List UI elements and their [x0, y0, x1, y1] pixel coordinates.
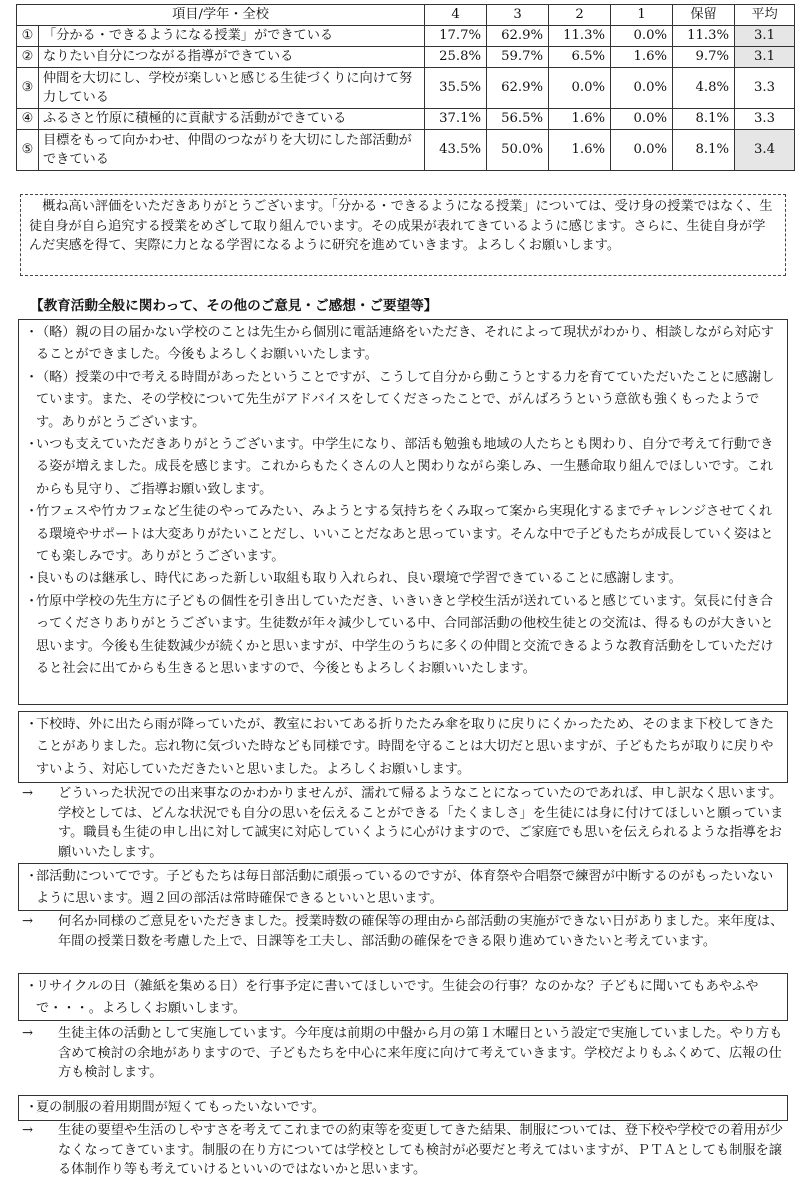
row-hold: 4.8%	[673, 68, 735, 109]
reply-text: 生徒主体の活動として実施しています。今年度は前期の中盤から月の第１木曜日という設定で実施していました。やり方も含めて検討の余地がありますので、子どもたちを中心に来年度に向けて考えていきます。学校だよりもふくめて、広報の仕方も検討します。	[58, 1026, 783, 1081]
row-avg: 3.4	[735, 130, 795, 171]
summary-box	[20, 194, 786, 276]
opinion-text: 部活動についてです。子どもたちは毎日部活動に頑張っているのですが、体育祭や合唱祭で練習が中断するのがもったいないように思います。週２回の部活は常時確保できるといいと思います。	[36, 869, 774, 907]
bullet-mark: ・	[25, 504, 39, 520]
row-v2: 1.6%	[549, 109, 611, 130]
reply-block	[22, 912, 784, 951]
row-v2: 1.6%	[549, 130, 611, 171]
row-v3: 62.9%	[487, 68, 549, 109]
table-row	[17, 109, 795, 130]
header-1: 1	[611, 5, 673, 26]
row-hold: 11.3%	[673, 26, 735, 47]
list-item	[25, 501, 779, 568]
row-v4: 43.5%	[425, 130, 487, 171]
row-v3: 59.7%	[487, 47, 549, 68]
table-row	[17, 26, 795, 47]
reply-block	[22, 1121, 784, 1180]
opinion-text: 下校時、外に出たら雨が降っていたが、教室においてある折りたたみ傘を取りに戻りにくかったため、そのまま下校してきたことがありました。忘れ物に気づいた時なども同様です。時間を守ることは大切だと思いますが、子どもたちが取りに戻りやすいよう、対応していただきたいと思いました。よろしくお願いします。	[36, 717, 774, 777]
row-v2: 11.3%	[549, 26, 611, 47]
opinion-box	[18, 1095, 788, 1121]
row-v2: 0.0%	[549, 68, 611, 109]
row-item-cell	[39, 130, 425, 171]
list-item	[25, 322, 779, 367]
opinion-text: リサイクルの日（雑紙を集める日）を行事予定に書いてほしいです。生徒会の行事？なのかな？子どもに聞いてもあやふやで・・・。よろしくお願いします。	[36, 979, 759, 1017]
opinion-box	[18, 973, 788, 1021]
reply-text: どういった状況での出来事なのかわかりませんが、濡れて帰るようなことになっていたのであれば、申し訳なく思います。学校としては、どんな状況でも自分の思いを伝えることができる「たくましさ」を生徒には身に付けてほしいと願っています。職員も生徒の申し出に対して誠実に対応していくように心がけますので、ご家庭でも思いを伝えられるような指導をお願いいたします。	[58, 786, 784, 860]
row-v1: 0.0%	[611, 109, 673, 130]
header-hold: 保留	[673, 5, 735, 26]
comment-text: 竹原中学校の先生方に子どもの個性を引き出していただき、いきいきと学校生活が送れていると感じています。気長に付き合ってくださりありがとうございます。生徒数が年々減少している中、合同部活動の他校生徒との交流は、得るものが大きいと思います。今後も生徒数減少が続くかと思いますが、中学生のうちに多くの仲間と交流できるような教育活動をしていただけると社会に出てからも生きると思いますので、今後ともよろしくお願いいたします。	[36, 593, 774, 677]
section-heading: 【教育活動全般に関わって、その他のご意見・ご感想・ご要望等】	[30, 298, 438, 314]
reply-text: 何名か同様のご意見をいただきました。授業時数の確保等の理由から部活動の実施ができない日がありました。来年度は、年間の授業日数を考慮した上で、日課等を工夫し、部活動の確保をできる限り進めていきたいと考えています。	[58, 914, 784, 949]
row-v3: 62.9%	[487, 26, 549, 47]
row-v4: 17.7%	[425, 26, 487, 47]
row-hold: 8.1%	[673, 130, 735, 171]
arrow-icon: →	[22, 1026, 34, 1041]
header-3: 3	[487, 5, 549, 26]
row-avg: 3.1	[735, 47, 795, 68]
bullet-mark: ・	[25, 593, 39, 609]
header-2: 2	[549, 5, 611, 26]
row-v1: 0.0%	[611, 68, 673, 109]
row-avg: 3.3	[735, 109, 795, 130]
bullet-mark: ・	[25, 869, 39, 884]
comment-text: いつも支えていただきありがとうございます。中学生になり、部活も勉強も地域の人たちとも関わり、自分で考えて行動できる姿が増えました。成長を感じます。これからもたくさんの人と関わりながら楽しみ、一生懸命取り組んでほしいです。これからも見守り、ご指導お願い致します。	[36, 437, 774, 497]
row-v2: 6.5%	[549, 47, 611, 68]
table-header-row	[17, 5, 795, 26]
row-avg: 3.1	[735, 26, 795, 47]
opinion-box	[18, 863, 788, 911]
list-item	[25, 866, 779, 911]
row-v4: 25.8%	[425, 47, 487, 68]
row-item: ふるさと竹原に積極的に貢献する活動ができている	[39, 109, 425, 130]
row-number: ①	[17, 26, 39, 47]
arrow-icon: →	[22, 1123, 34, 1138]
row-v1: 0.0%	[611, 26, 673, 47]
list-item	[25, 568, 779, 590]
list-item	[25, 976, 779, 1021]
row-v4: 37.1%	[425, 109, 487, 130]
list-item	[25, 434, 779, 501]
opinion-text: 夏の制服の着用期間が短くてもったいないです。	[36, 1100, 326, 1115]
arrow-icon: →	[22, 914, 34, 929]
reply-block	[22, 784, 784, 862]
row-number: ③	[17, 68, 39, 109]
row-item: 目標をもって向かわせ、仲間のつながりを大切にした部活動ができている	[43, 133, 412, 167]
row-hold: 9.7%	[673, 47, 735, 68]
row-v3: 56.5%	[487, 109, 549, 130]
row-item-cell	[39, 68, 425, 109]
header-avg: 平均	[735, 5, 795, 26]
header-4: 4	[425, 5, 487, 26]
list-item	[25, 714, 779, 781]
header-item: 項目/学年・全校	[17, 5, 425, 26]
row-v1: 0.0%	[611, 130, 673, 171]
summary-text: 概ね高い評価をいただきありがとうございます。「分かる・できるようになる授業」については、受け身の授業ではなく、生徒自身が自ら追究する授業をめざして取り組んでいます。その成果が表れてきているように感じます。さらに、生徒自身が学んだ実感を得て、実際に力となる学習になるように研究を進めていきます。よろしくお願いします。	[29, 199, 773, 254]
row-number: ②	[17, 47, 39, 68]
row-v4: 35.5%	[425, 68, 487, 109]
row-item: 「分かる・できるようになる授業」ができている	[39, 26, 425, 47]
survey-table	[16, 4, 795, 171]
arrow-icon: →	[22, 786, 34, 801]
bullet-mark: ・	[25, 369, 39, 385]
row-v1: 1.6%	[611, 47, 673, 68]
list-item	[25, 591, 779, 681]
row-hold: 8.1%	[673, 109, 735, 130]
comment-text: 竹フェスや竹カフェなど生徒のやってみたい、みようとする気持ちをくみ取って案から実現化するまでチャレンジさせてくれる環境やサポートは大変ありがたいことだし、いいことだなあと思っています。そんな中で子どもたちが成長していく姿はとても楽しみです。ありがとうございます。	[36, 504, 774, 565]
opinion-box	[18, 711, 788, 783]
table-row	[17, 130, 795, 171]
comment-text: （略）授業の中で考える時間があったということですが、こうして自分から動こうとする力を育てていただいたことに感謝しています。また、その学校について先生がアドバイスをしてくださったことで、がんばろうという意欲も強くもったようです。ありがとうございます。	[36, 369, 775, 430]
bullet-mark: ・	[25, 1100, 39, 1115]
row-item: なりたい自分につながる指導ができている	[39, 47, 425, 68]
reply-text: 生徒の要望や生活のしやすさを考えてこれまでの約束等を変更してきた結果、制服については、登下校や学校での着用が少なくなってきています。制服の在り方については学校としても検討が必要だと考えてはいますが、ＰＴＡとしても制服を譲る体制作り等も考えていけるといいのではないかと思います。	[58, 1123, 784, 1178]
row-number: ④	[17, 109, 39, 130]
bullet-mark: ・	[25, 325, 39, 340]
row-v3: 50.0%	[487, 130, 549, 171]
bullet-mark: ・	[25, 717, 39, 732]
comment-text: （略）親の目の届かない学校のことは先生から個別に電話連絡をいただき、それによって現状がわかり、相談しながら対応することができました。今後もよろしくお願いいたします。	[36, 325, 774, 363]
row-avg: 3.3	[735, 68, 795, 109]
bullet-mark: ・	[25, 571, 39, 587]
comment-text: 良いものは継承し、時代にあった新しい取組も取り入れられ、良い環境で学習できていることに感謝します。	[36, 571, 682, 587]
table-row	[17, 68, 795, 109]
bullet-mark: ・	[25, 979, 39, 994]
row-number: ⑤	[17, 130, 39, 171]
comments-box	[18, 319, 788, 705]
reply-block	[22, 1024, 784, 1083]
row-item: 仲間を大切にし、学校が楽しいと感じる生徒づくりに向けて努力している	[43, 71, 413, 105]
table-row	[17, 47, 795, 68]
list-item	[25, 367, 779, 434]
bullet-mark: ・	[25, 437, 39, 453]
list-item	[25, 1097, 779, 1119]
